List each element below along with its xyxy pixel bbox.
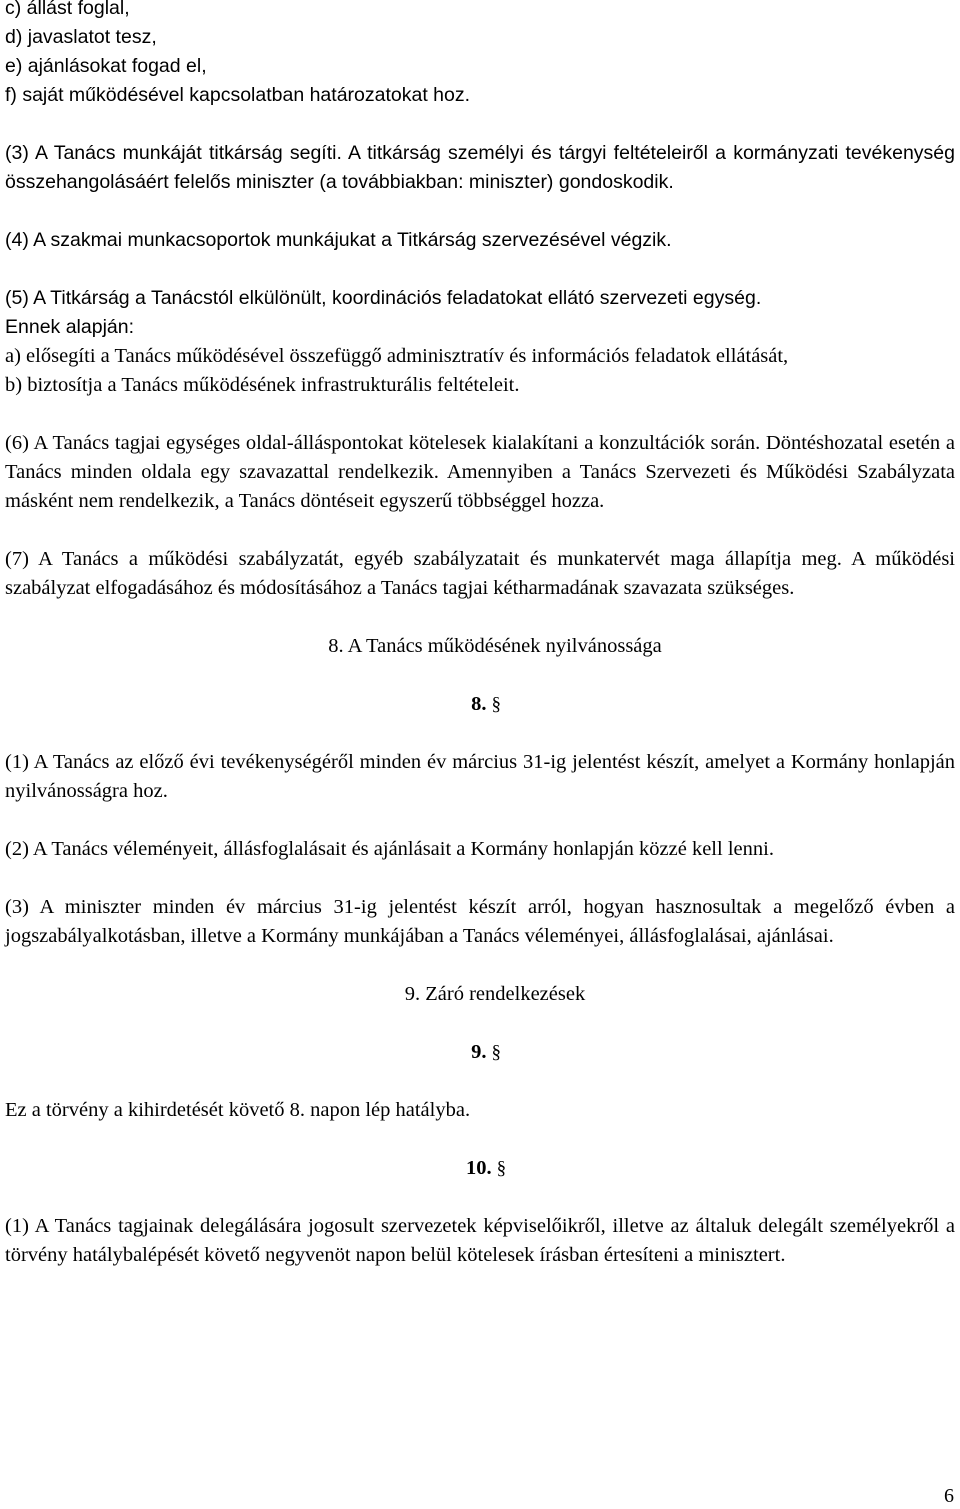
section-sign-glyph: § [496,1158,507,1179]
document-page [5,0,955,1270]
paragraph-5-intro: Ennek alapján: [5,316,135,338]
paragraph-3: (3) A Tanács munkáját titkárság segíti. A titkárság személyi és tárgyi feltételeiről a kormányzati tevékenység összehangolásáért felelős miniszter (a továbbiakban: miniszter) gondoskodik. [5,142,955,193]
section-number: 8. [471,693,487,715]
list-item: f) saját működésével kapcsolatban határozatokat hoz. [5,84,471,106]
section-8-title [5,690,955,719]
list-block [5,0,955,110]
list-item: d) javaslatot tesz, [5,26,157,48]
paragraph-6: (6) A Tanács tagjai egységes oldal-álláspontokat kötelesek kialakítani a konzultációk során. Döntéshozatal esetén a Tanács minden oldala egy szavazattal rendelkezik. Amennyiben a Tanács Szervezeti és Működési Szabályzata másként nem rendelkezik, a Tanács döntéseit egyszerű többséggel hozza. [5,432,955,512]
list-item: c) állást foglal, [5,0,130,19]
section-sign-glyph: § [491,1042,501,1063]
chapter-8-heading: 8. A Tanács működésének nyilvánossága [328,635,662,657]
chapter-8-paragraph-3: (3) A miniszter minden év március 31-ig jelentést készít arról, hogyan hasznosultak a megelőző évben a jogszabályalkotásban, illetve a Kormány munkájában a Tanács véleményei, állásfoglalásai, ajánlásai. [5,896,955,947]
section-10-title [5,1154,955,1183]
paragraph-5-item-a: a) elősegíti a Tanács működésével összefüggő adminisztratív és információs feladatok ellátását, [5,345,789,367]
section-10-paragraph-1: (1) A Tanács tagjainak delegálására jogosult szervezetek képviselőikről, illetve az általuk delegált személyekről a törvény hatálybalépését követő negyvenöt napon belül kötelesek írásban értesíteni a minisztert. [5,1215,955,1266]
section-9-title [5,1038,955,1067]
chapter-8-paragraph-2: (2) A Tanács véleményeit, állásfoglalásait és ajánlásait a Kormány honlapján közzé kell lenni. [5,838,774,860]
section-number: 9. [471,1041,487,1063]
page-number: 6 [944,1485,954,1507]
paragraph-5-item-b: b) biztosítja a Tanács működésének infrastrukturális feltételeit. [5,374,520,396]
chapter-9-heading: 9. Záró rendelkezések [404,983,586,1005]
paragraph-7: (7) A Tanács a működési szabályzatát, egyéb szabályzatait és munkatervét maga állapítja meg. A működési szabályzat elfogadásához és módosításához a Tanács tagjai kétharmadának szavazata szükséges. [5,548,955,599]
chapter-8-paragraph-1: (1) A Tanács az előző évi tevékenységéről minden év március 31-ig jelentést készít, amelyet a Kormány honlapján nyilvánosságra hoz. [5,751,955,802]
section-number: 10. [465,1157,492,1179]
paragraph-5: (5) A Titkárság a Tanácstól elkülönült, koordinációs feladatokat ellátó szervezeti egység. [5,287,762,309]
chapter-9-paragraph-1: Ez a törvény a kihirdetését követő 8. napon lép hatályba. [5,1099,471,1121]
list-item: e) ajánlásokat fogad el, [5,55,207,77]
paragraph-4: (4) A szakmai munkacsoportok munkájukat a Titkárság szervezésével végzik. [5,229,672,251]
section-sign-glyph: § [491,694,501,715]
